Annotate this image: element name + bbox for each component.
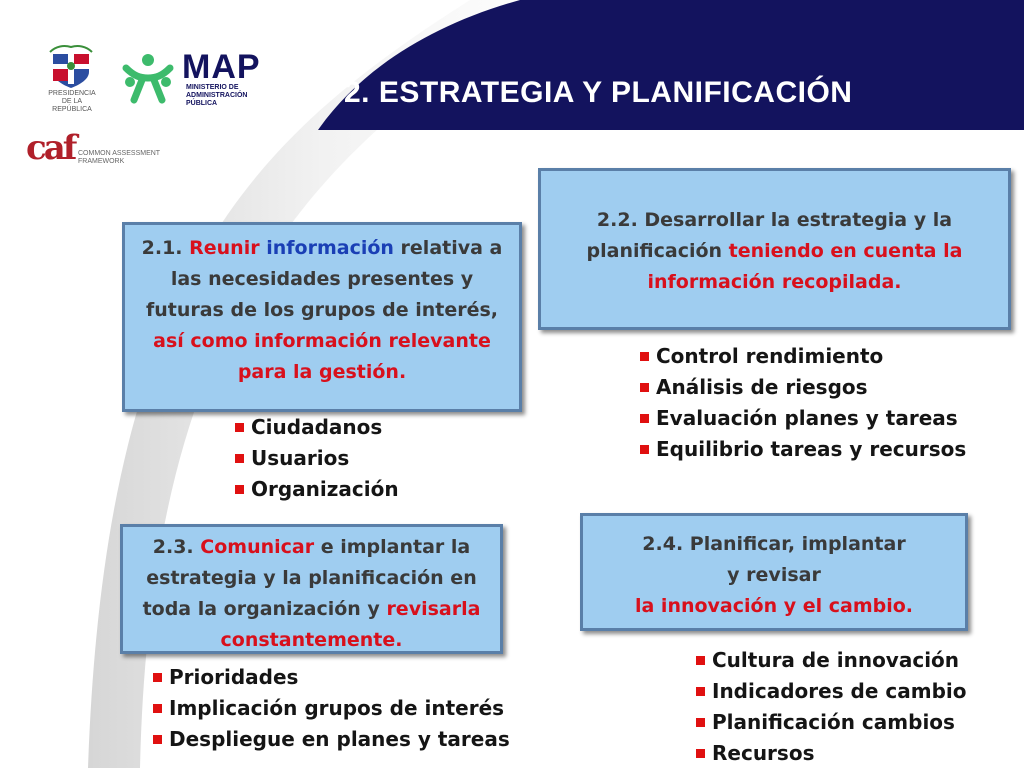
box-2-1-body: relativa a las necesidades presentes y futuras de los grupos de interés, bbox=[145, 237, 503, 321]
list-item: Ciudadanos bbox=[233, 412, 399, 443]
list-item: Implicación grupos de interés bbox=[151, 693, 510, 724]
list-item: Control rendimiento bbox=[638, 341, 966, 372]
box-2-1-informacion: información bbox=[266, 237, 394, 259]
list-item: Equilibrio tareas y recursos bbox=[638, 434, 966, 465]
box-2-1-reunir: Reunir bbox=[189, 237, 260, 259]
caf-line1: COMMON ASSESSMENT bbox=[78, 150, 161, 157]
box-2-2-body: 2.2. Desarrollar la estrategia y la planificación bbox=[586, 209, 953, 262]
box-2-4-red: la innovación y el cambio. bbox=[634, 595, 914, 617]
map-name: MAP bbox=[182, 48, 261, 86]
caf-mark: caf bbox=[26, 128, 75, 168]
box-2-1-num: 2.1. bbox=[141, 237, 183, 259]
box-2-2 bbox=[538, 168, 1011, 330]
box-2-3-comunicar: Comunicar bbox=[200, 536, 315, 558]
map-line2: ADMINISTRACIÓN bbox=[186, 92, 248, 99]
list-item: Organización bbox=[233, 474, 399, 505]
navy-header-shape bbox=[318, 0, 1024, 130]
list-item: Prioridades bbox=[151, 662, 510, 693]
list-item: Recursos bbox=[694, 738, 967, 769]
presidencia-line2: DE LA REPÚBLICA bbox=[52, 98, 92, 113]
caf-line2: FRAMEWORK bbox=[78, 158, 125, 165]
list-item: Cultura de innovación bbox=[694, 645, 967, 676]
list-item: Despliegue en planes y tareas bbox=[151, 724, 510, 755]
box-2-3-body: e implantar la estrategia y la planificación en toda la organización y bbox=[142, 536, 477, 620]
box-2-4-line1: 2.4. Planificar, implantar bbox=[642, 533, 906, 555]
box-2-2-red: teniendo en cuenta la información recopilada. bbox=[647, 240, 963, 293]
bullets-2-4 bbox=[694, 645, 967, 769]
people-icon bbox=[120, 52, 176, 104]
list-item: Análisis de riesgos bbox=[638, 372, 966, 403]
coat-of-arms-icon bbox=[48, 44, 94, 90]
box-2-4-line2: y revisar bbox=[727, 564, 821, 586]
page-title: 2. ESTRATEGIA Y PLANIFICACIÓN bbox=[344, 76, 853, 109]
list-item: Planificación cambios bbox=[694, 707, 967, 738]
box-2-4 bbox=[580, 513, 968, 631]
map-line3: PÚBLICA bbox=[186, 100, 218, 107]
box-2-3-num: 2.3. bbox=[152, 536, 194, 558]
box-2-3-red: revisarla constantemente. bbox=[220, 598, 481, 651]
bullets-2-1 bbox=[233, 412, 399, 505]
box-2-3 bbox=[120, 524, 503, 654]
presidencia-line1: PRESIDENCIA bbox=[48, 90, 96, 97]
bullets-2-2 bbox=[638, 341, 966, 465]
list-item: Usuarios bbox=[233, 443, 399, 474]
map-line1: MINISTERIO DE bbox=[186, 84, 239, 91]
box-2-1-red: así como información relevante para la gestión. bbox=[153, 330, 491, 383]
list-item: Evaluación planes y tareas bbox=[638, 403, 966, 434]
list-item: Indicadores de cambio bbox=[694, 676, 967, 707]
box-2-1 bbox=[122, 222, 522, 412]
bullets-2-3 bbox=[151, 662, 510, 755]
